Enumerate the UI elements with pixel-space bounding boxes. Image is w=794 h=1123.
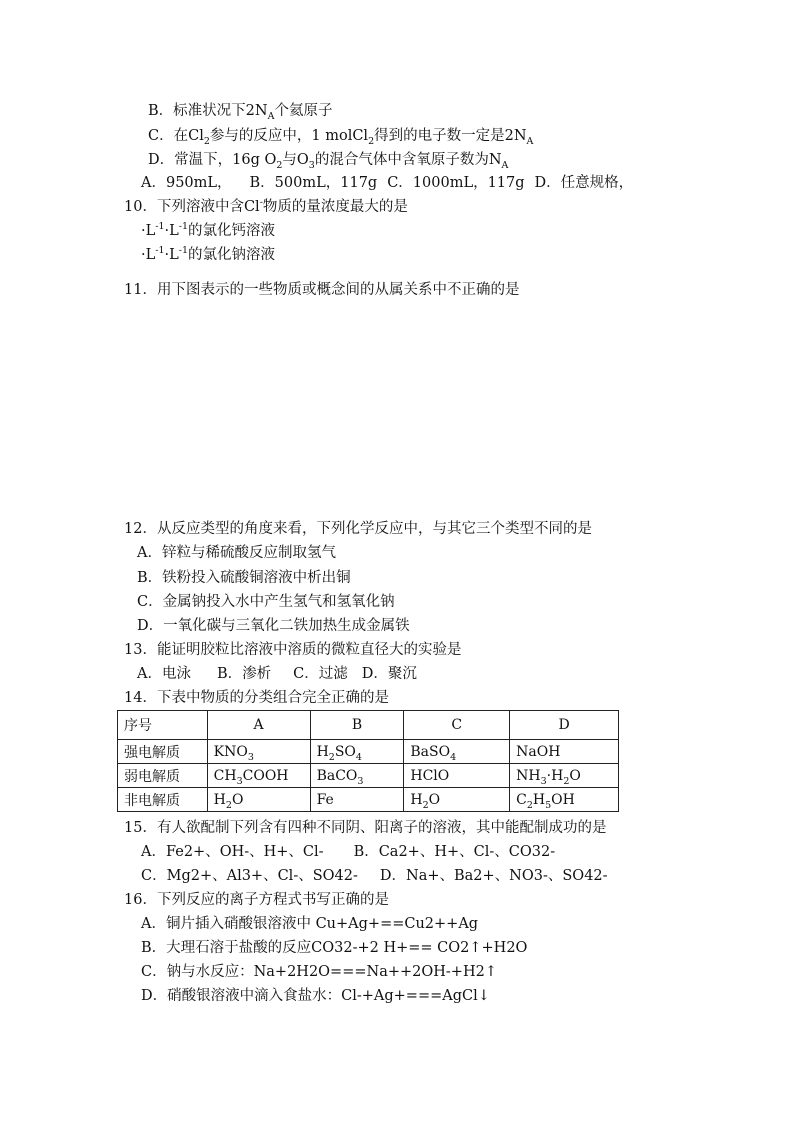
table-cell: BaSO$_4$ bbox=[404, 740, 510, 764]
q16-stem: 16．下列反应的离子方程式书写正确的是 bbox=[124, 892, 389, 908]
q13-stem: 13．能证明胶粒比溶液中溶质的微粒直径大的实验是 bbox=[124, 642, 462, 658]
q14-stem: 14．下表中物质的分类组合完全正确的是 bbox=[124, 690, 389, 706]
table-cell: $C_2H_5OH$ bbox=[510, 788, 619, 812]
q15-option-c: C．Mg2+、Al3+、Cl-、SO42- bbox=[141, 868, 358, 884]
table-cell: HClO bbox=[404, 764, 510, 788]
q15-option-d: D．Na+、Ba2+、NO3-、SO42- bbox=[379, 868, 608, 884]
table-cell: $H_2SO_4$ bbox=[310, 740, 404, 764]
q16-option-b: B．大理石溶于盐酸的反应CO32-+2 H+== CO2↑+H2O bbox=[141, 940, 528, 956]
table-row-label: 弱电解质 bbox=[118, 764, 208, 788]
q12-option-c: C．金属钠投入水中产生氢气和氢氧化钠 bbox=[137, 594, 395, 610]
q11-stem: 11．用下图表示的一些物质或概念间的从属关系中不正确的是 bbox=[124, 282, 520, 298]
classification-table bbox=[117, 710, 619, 812]
table-header-cell: 序号 bbox=[118, 711, 208, 740]
q15-stem: 15．有人欲配制下列含有四种不同阴、阳离子的溶液，其中能配制成功的是 bbox=[124, 820, 607, 836]
q15-options-ab bbox=[141, 842, 555, 862]
table-cell: $KNO_3$ bbox=[207, 740, 310, 764]
q16-option-d: D．硝酸银溶液中滴入食盐水：Cl-+Ag+===AgCl↓ bbox=[141, 988, 490, 1004]
q12-option-a: A．锌粒与稀硫酸反应制取氢气 bbox=[137, 545, 336, 561]
table-header-cell: D bbox=[510, 711, 619, 740]
q9-option-b: B．标准状况下$2N_A$个氦原子 bbox=[148, 103, 333, 122]
table-row bbox=[118, 788, 619, 812]
q10-stem: 10．下列溶液中含Cl-物质的量浓度最大的是 bbox=[124, 197, 408, 215]
table-cell: $H_2O$ bbox=[404, 788, 510, 812]
table-cell: $CH_3COOH$ bbox=[207, 764, 310, 788]
table-header-cell: A bbox=[207, 711, 310, 740]
table-cell: BaCO$_3$ bbox=[310, 764, 404, 788]
table-header-cell: B bbox=[310, 711, 404, 740]
table-cell: $H_2O$ bbox=[207, 788, 310, 812]
q15-options-cd bbox=[141, 866, 608, 886]
q10-line-1: $\cdot L^{-1}\cdot L^{-1}$的氯化钙溶液 bbox=[141, 221, 276, 239]
table-row bbox=[118, 764, 619, 788]
table-header-cell: C bbox=[404, 711, 510, 740]
q16-option-a: A．铜片插入硝酸银溶液中 Cu+Ag+==Cu2++Ag bbox=[141, 916, 479, 932]
q9-option-c: C．在$Cl_2$参与的反应中，1 molCl$_2$得到的电子数一定是$2N_A$ bbox=[148, 128, 534, 147]
q8-options: A．950mL， B．500mL，117g C．1000mL，117g D．任意规格， bbox=[141, 175, 634, 191]
q9-option-d: D．常温下，16g $O_2$与$O_3$的混合气体中含氧原子数为$N_A$ bbox=[148, 152, 509, 171]
q15-option-b: B．Ca2+、H+、Cl-、CO32- bbox=[353, 844, 556, 860]
q16-option-c: C．钠与水反应：Na+2H2O===Na++2OH-+H2↑ bbox=[141, 964, 497, 980]
table-row-label: 非电解质 bbox=[118, 788, 208, 812]
table-cell: NaOH bbox=[510, 740, 619, 764]
table-header-row bbox=[118, 711, 619, 740]
table-row-label: 强电解质 bbox=[118, 740, 208, 764]
q12-option-b: B．铁粉投入硫酸铜溶液中析出铜 bbox=[137, 570, 351, 586]
q13-options: A．电泳 B．渗析 C．过滤 D．聚沉 bbox=[137, 666, 417, 682]
q10-line-2: $\cdot L^{-1}\cdot L^{-1}$的氯化钠溶液 bbox=[141, 245, 276, 263]
q12-stem: 12．从反应类型的角度来看，下列化学反应中，与其它三个类型不同的是 bbox=[124, 521, 592, 537]
table-cell: Fe bbox=[310, 788, 404, 812]
table-cell: $NH_3\cdot H_2O$ bbox=[510, 764, 619, 788]
q12-option-d: D．一氧化碳与三氧化二铁加热生成金属铁 bbox=[137, 618, 410, 634]
table-row bbox=[118, 740, 619, 764]
q15-option-a: A．Fe2+、OH-、H+、Cl- bbox=[141, 844, 324, 860]
